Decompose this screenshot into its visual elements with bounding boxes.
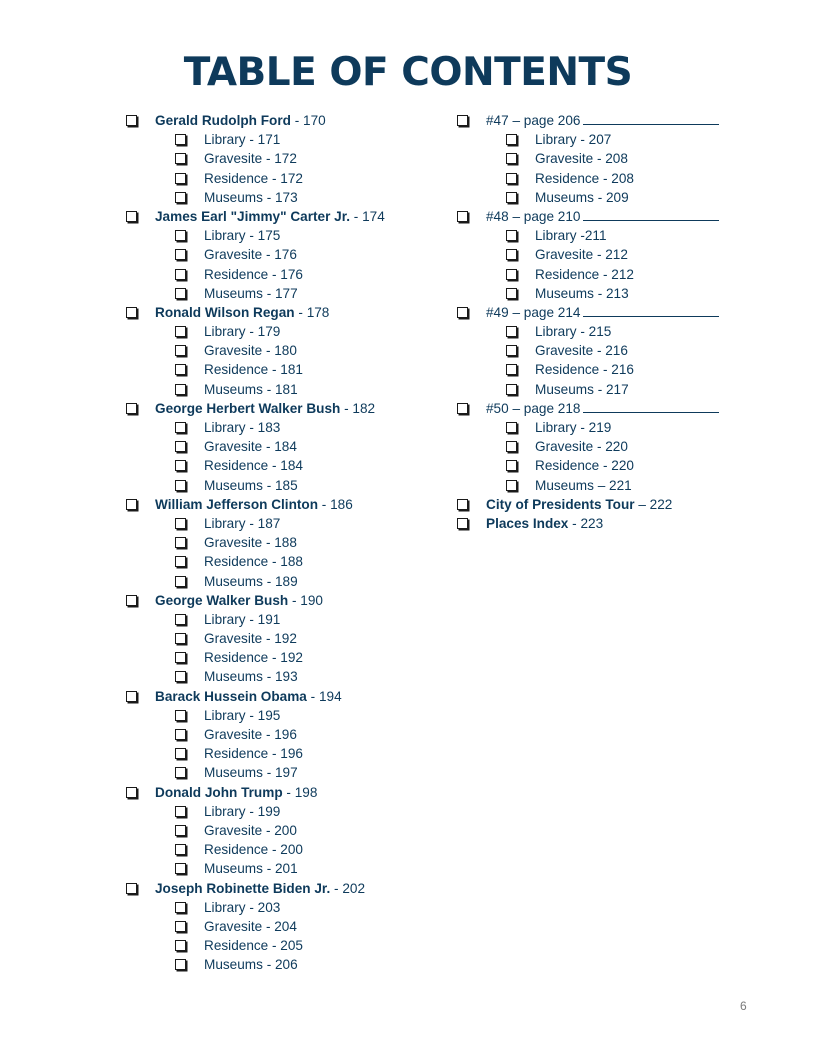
- toc-sub-entry-text: Gravesite - 200: [204, 822, 297, 838]
- checkbox[interactable]: [457, 211, 468, 222]
- toc-entry-name: William Jefferson Clinton: [155, 496, 319, 512]
- toc-sub-entry-text: Gravesite - 196: [204, 727, 297, 742]
- checkbox[interactable]: [506, 230, 517, 241]
- toc-entry-text: [155, 207, 385, 226]
- checkbox[interactable]: [126, 403, 137, 414]
- toc-sub-entry: [455, 149, 755, 168]
- toc-sub-entry-text: Library - 219: [535, 420, 612, 435]
- toc-sub-entry: [124, 725, 444, 744]
- toc-sub-entry-text: Museums - 185: [204, 477, 298, 493]
- checkbox[interactable]: [175, 710, 186, 721]
- toc-entry-name: Gerald Rudolph Ford: [155, 113, 291, 128]
- checkbox[interactable]: [175, 844, 186, 855]
- fill-in-blank-line[interactable]: [583, 112, 719, 125]
- toc-sub-entry-text: Residence - 220: [535, 458, 634, 474]
- checkbox[interactable]: [506, 480, 517, 491]
- toc-entry-name: Donald John Trump: [155, 784, 283, 800]
- toc-sub-entry-text: Museums - 206: [204, 957, 298, 973]
- toc-sub-entry: [124, 476, 444, 495]
- toc-entry-text: [155, 303, 329, 322]
- toc-sub-entry: [455, 226, 755, 245]
- toc-sub-entry: [455, 456, 755, 475]
- toc-sub-entry-text: Gravesite - 188: [204, 535, 297, 551]
- toc-entry-page: - 190: [288, 592, 323, 608]
- toc-entry-text: [486, 514, 603, 533]
- checkbox[interactable]: [175, 576, 186, 587]
- checkbox[interactable]: [175, 556, 186, 567]
- toc-sub-entry-text: Residence - 212: [535, 266, 634, 282]
- toc-entry-page: - 194: [306, 688, 342, 704]
- toc-entry: [455, 495, 755, 514]
- toc-sub-entry: [455, 188, 755, 207]
- toc-entry-name: City of Presidents Tour: [486, 496, 635, 512]
- toc-entry-page: #49 – page 214: [486, 304, 581, 320]
- toc-sub-entry: [124, 840, 444, 859]
- toc-entry: [124, 687, 444, 706]
- toc-sub-entry: [124, 360, 444, 379]
- toc-sub-entry: [124, 149, 444, 168]
- toc-sub-entry-text: Library - 183: [204, 420, 281, 435]
- checkbox[interactable]: [506, 249, 517, 260]
- toc-entry-page: - 202: [330, 880, 366, 896]
- toc-entry-page: - 178: [294, 304, 330, 320]
- toc-entry-name: Places Index: [486, 515, 569, 531]
- toc-sub-entry-text: Library - 199: [204, 803, 281, 819]
- toc-sub-entry-text: Library - 171: [204, 132, 281, 148]
- checkbox[interactable]: [126, 787, 137, 798]
- toc-sub-entry: [455, 380, 755, 399]
- checkbox[interactable]: [457, 403, 468, 414]
- checkbox[interactable]: [175, 326, 186, 337]
- checkbox[interactable]: [506, 288, 517, 299]
- toc-sub-entry-text: Museums - 213: [535, 285, 629, 301]
- toc-sub-entry: [124, 169, 444, 188]
- checkbox[interactable]: [175, 825, 186, 836]
- toc-sub-entry-text: Library - 187: [204, 515, 281, 531]
- toc-sub-entry-text: Gravesite - 212: [535, 247, 628, 263]
- toc-entry-text: [155, 687, 342, 706]
- toc-entry: [455, 303, 755, 322]
- toc-entry-page: - 182: [340, 400, 376, 416]
- toc-entry: [124, 399, 444, 418]
- checkbox[interactable]: [175, 902, 186, 913]
- toc-sub-entry: [124, 265, 444, 284]
- toc-entry-text: [155, 879, 365, 898]
- toc-sub-entry-text: Gravesite - 220: [535, 439, 628, 455]
- checkbox[interactable]: [175, 153, 186, 164]
- toc-sub-entry-text: Residence - 181: [204, 362, 303, 378]
- toc-sub-entry-text: Museums - 197: [204, 765, 298, 781]
- toc-sub-entry-text: Gravesite - 216: [535, 343, 628, 359]
- toc-sub-entry-text: Residence - 192: [204, 650, 303, 666]
- checkbox[interactable]: [175, 460, 186, 471]
- checkbox[interactable]: [506, 134, 517, 145]
- toc-entry: [124, 111, 444, 130]
- toc-sub-entry: [124, 936, 444, 955]
- toc-sub-entry: [455, 265, 755, 284]
- checkbox[interactable]: [126, 307, 137, 318]
- checkbox[interactable]: [175, 480, 186, 491]
- toc-right-column: [455, 111, 755, 533]
- toc-sub-entry: [124, 859, 444, 878]
- toc-sub-entry-text: Library - 191: [204, 611, 281, 627]
- toc-sub-entry: [455, 341, 755, 360]
- checkbox[interactable]: [506, 173, 517, 184]
- checkbox[interactable]: [506, 384, 517, 395]
- toc-entry-text: [155, 495, 353, 514]
- toc-entry: [124, 207, 444, 226]
- checkbox[interactable]: [175, 921, 186, 932]
- checkbox[interactable]: [126, 211, 137, 222]
- checkbox[interactable]: [506, 422, 517, 433]
- checkbox[interactable]: [175, 441, 186, 452]
- toc-sub-entry-text: Gravesite - 176: [204, 247, 297, 263]
- toc-entry: [455, 514, 755, 533]
- toc-sub-entry: [124, 572, 444, 591]
- toc-sub-entry: [124, 437, 444, 456]
- toc-entry-text: [155, 591, 323, 610]
- toc-sub-entry: [124, 744, 444, 763]
- checkbox[interactable]: [175, 767, 186, 778]
- toc-entry: [455, 207, 755, 226]
- toc-entry-page: #48 – page 210: [486, 208, 581, 224]
- toc-sub-entry-text: Museums - 189: [204, 573, 298, 589]
- toc-sub-entry-text: Gravesite - 208: [535, 151, 628, 167]
- toc-sub-entry-text: Library -211: [535, 228, 607, 244]
- toc-sub-entry: [455, 437, 755, 456]
- checkbox[interactable]: [175, 230, 186, 241]
- page-number: 6: [740, 999, 747, 1013]
- toc-sub-entry: [124, 667, 444, 686]
- checkbox[interactable]: [126, 499, 137, 510]
- toc-sub-entry-text: Residence - 200: [204, 842, 303, 858]
- checkbox[interactable]: [175, 959, 186, 970]
- fill-in-blank-line[interactable]: [583, 304, 719, 317]
- toc-sub-entry-text: Residence - 188: [204, 554, 303, 570]
- toc-entry-text: [486, 495, 672, 514]
- toc-sub-entry-text: Museums - 217: [535, 381, 629, 397]
- checkbox[interactable]: [175, 269, 186, 280]
- toc-sub-entry-text: Residence - 176: [204, 266, 303, 282]
- toc-entry: [455, 399, 755, 418]
- toc-sub-entry-text: Library - 207: [535, 132, 612, 148]
- toc-sub-entry: [455, 130, 755, 149]
- checkbox[interactable]: [506, 153, 517, 164]
- checkbox[interactable]: [175, 652, 186, 663]
- toc-entry-text: [486, 111, 719, 130]
- toc-entry-text: [486, 303, 719, 322]
- toc-sub-entry: [455, 322, 755, 341]
- toc-sub-entry-text: Residence - 205: [204, 938, 303, 954]
- toc-entry-name: George Walker Bush: [155, 592, 289, 608]
- toc-entry: [124, 495, 444, 514]
- checkbox[interactable]: [175, 940, 186, 951]
- checkbox[interactable]: [457, 518, 468, 529]
- toc-entry-text: [155, 399, 375, 418]
- checkbox[interactable]: [126, 691, 137, 702]
- toc-sub-entry: [124, 456, 444, 475]
- toc-sub-entry-text: Gravesite - 180: [204, 343, 297, 359]
- checkbox[interactable]: [506, 269, 517, 280]
- checkbox[interactable]: [175, 384, 186, 395]
- toc-sub-entry-text: Museums - 201: [204, 861, 298, 877]
- toc-sub-entry: [124, 821, 444, 840]
- toc-sub-entry-text: Library - 175: [204, 228, 281, 244]
- toc-entry-page: - 186: [318, 496, 353, 512]
- toc-entry: [455, 111, 755, 130]
- checkbox[interactable]: [457, 115, 468, 126]
- toc-sub-entry: [124, 629, 444, 648]
- toc-sub-entry: [455, 360, 755, 379]
- toc-sub-entry-text: Museums - 173: [204, 189, 298, 205]
- toc-sub-entry-text: Library - 203: [204, 899, 281, 915]
- checkbox[interactable]: [175, 863, 186, 874]
- checkbox[interactable]: [175, 614, 186, 625]
- toc-sub-entry-text: Museums - 177: [204, 285, 298, 301]
- toc-sub-entry: [455, 169, 755, 188]
- toc-sub-entry-text: Gravesite - 184: [204, 439, 297, 455]
- toc-entry-text: [486, 207, 719, 226]
- toc-entry-text: [486, 399, 719, 418]
- toc-entry-page: #47 – page 206: [486, 113, 581, 128]
- toc-sub-entry: [124, 552, 444, 571]
- toc-sub-entry: [455, 284, 755, 303]
- toc-sub-entry: [124, 955, 444, 974]
- checkbox[interactable]: [175, 173, 186, 184]
- toc-entry-name: Joseph Robinette Biden Jr.: [155, 880, 331, 896]
- checkbox[interactable]: [126, 883, 137, 894]
- toc-entry: [124, 591, 444, 610]
- toc-entry-page: - 174: [350, 208, 385, 224]
- toc-sub-entry: [124, 917, 444, 936]
- toc-sub-entry: [124, 226, 444, 245]
- checkbox[interactable]: [175, 288, 186, 299]
- toc-sub-entry: [455, 476, 755, 495]
- toc-sub-entry-text: Gravesite - 192: [204, 631, 297, 647]
- checkbox[interactable]: [175, 518, 186, 529]
- toc-entry-page: #50 – page 218: [486, 400, 581, 416]
- toc-sub-entry: [124, 284, 444, 303]
- checkbox[interactable]: [506, 441, 517, 452]
- checkbox[interactable]: [506, 192, 517, 203]
- toc-entry-text: [155, 783, 317, 802]
- checkbox[interactable]: [506, 364, 517, 375]
- checkbox[interactable]: [175, 134, 186, 145]
- toc-entry-page: – 222: [634, 496, 673, 512]
- toc-sub-entry-text: Gravesite - 204: [204, 918, 297, 934]
- toc-sub-entry-text: Museums – 221: [535, 477, 632, 493]
- toc-sub-entry-text: Museums - 193: [204, 669, 298, 685]
- toc-sub-entry-text: Residence - 172: [204, 170, 303, 186]
- toc-sub-entry: [124, 763, 444, 782]
- checkbox[interactable]: [175, 249, 186, 260]
- toc-sub-entry: [124, 533, 444, 552]
- checkbox[interactable]: [175, 633, 186, 644]
- checkbox[interactable]: [457, 307, 468, 318]
- toc-sub-entry-text: Residence - 196: [204, 746, 303, 762]
- toc-sub-entry-text: Gravesite - 172: [204, 151, 297, 167]
- checkbox[interactable]: [175, 192, 186, 203]
- checkbox[interactable]: [126, 115, 137, 126]
- toc-sub-entry: [124, 898, 444, 917]
- checkbox[interactable]: [175, 422, 186, 433]
- toc-sub-entry: [124, 322, 444, 341]
- checkbox[interactable]: [506, 326, 517, 337]
- toc-sub-entry-text: Museums - 209: [535, 189, 629, 205]
- checkbox[interactable]: [126, 595, 137, 606]
- toc-sub-entry: [124, 514, 444, 533]
- toc-entry: [124, 303, 444, 322]
- toc-sub-entry: [455, 245, 755, 264]
- toc-sub-entry-text: Museums - 181: [204, 381, 298, 397]
- fill-in-blank-line[interactable]: [583, 400, 719, 413]
- toc-sub-entry: [124, 802, 444, 821]
- checkbox[interactable]: [457, 499, 468, 510]
- toc-sub-entry: [124, 648, 444, 667]
- toc-sub-entry-text: Residence - 216: [535, 362, 634, 378]
- checkbox[interactable]: [175, 537, 186, 548]
- toc-sub-entry: [124, 706, 444, 725]
- toc-entry-name: Barack Hussein Obama: [155, 688, 307, 704]
- toc-sub-entry-text: Residence - 184: [204, 458, 303, 474]
- toc-sub-entry: [124, 130, 444, 149]
- toc-sub-entry: [124, 245, 444, 264]
- toc-sub-entry-text: Library - 215: [535, 324, 612, 340]
- checkbox[interactable]: [506, 345, 517, 356]
- toc-sub-entry: [124, 418, 444, 437]
- checkbox[interactable]: [175, 729, 186, 740]
- toc-sub-entry: [124, 341, 444, 360]
- toc-entry-name: Ronald Wilson Regan: [155, 304, 295, 320]
- toc-entry-name: James Earl "Jimmy" Carter Jr.: [155, 208, 351, 224]
- checkbox[interactable]: [175, 806, 186, 817]
- toc-sub-entry: [124, 188, 444, 207]
- fill-in-blank-line[interactable]: [583, 208, 719, 221]
- toc-left-column: [124, 111, 444, 974]
- checkbox[interactable]: [175, 364, 186, 375]
- toc-entry-page: - 198: [282, 784, 318, 800]
- toc-sub-entry: [124, 610, 444, 629]
- toc-sub-entry: [455, 418, 755, 437]
- toc-entry: [124, 783, 444, 802]
- checkbox[interactable]: [175, 748, 186, 759]
- toc-entry-text: [155, 111, 326, 130]
- checkbox[interactable]: [175, 345, 186, 356]
- toc-sub-entry: [124, 380, 444, 399]
- checkbox[interactable]: [175, 671, 186, 682]
- toc-entry-page: - 223: [568, 515, 604, 531]
- checkbox[interactable]: [506, 460, 517, 471]
- toc-entry-page: - 170: [290, 113, 326, 128]
- page-title: TABLE OF CONTENTS: [183, 50, 633, 95]
- toc-entry: [124, 879, 444, 898]
- toc-sub-entry-text: Library - 179: [204, 324, 281, 340]
- toc-entry-name: George Herbert Walker Bush: [155, 400, 341, 416]
- toc-sub-entry-text: Library - 195: [204, 707, 281, 723]
- toc-sub-entry-text: Residence - 208: [535, 170, 634, 186]
